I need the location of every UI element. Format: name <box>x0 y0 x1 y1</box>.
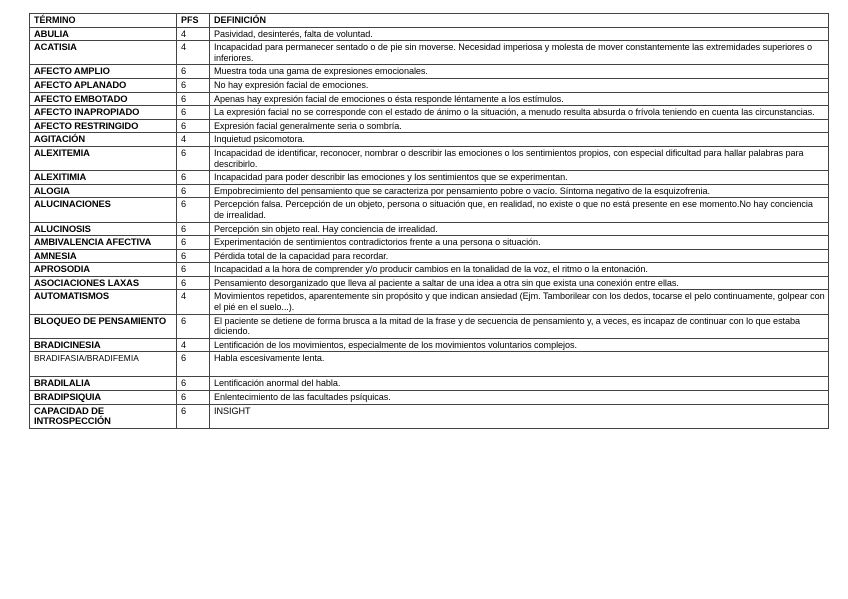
table-row <box>30 263 829 277</box>
cell-definition: INSIGHT <box>210 404 829 428</box>
table-header-row <box>30 14 829 28</box>
cell-term: CAPACIDAD DE INTROSPECCIÓN <box>30 404 177 428</box>
cell-definition: Experimentación de sentimientos contradictorios frente a una persona o situación. <box>210 236 829 250</box>
cell-pfs: 6 <box>177 404 210 428</box>
table-row <box>30 41 829 65</box>
table-row <box>30 338 829 352</box>
cell-definition: Percepción falsa. Percepción de un objeto, persona o situación que, en realidad, no existe o que no está presente en ese momento.No hay conciencia de irrealidad. <box>210 198 829 222</box>
header-definition: DEFINICIÓN <box>210 14 829 28</box>
table-row <box>30 171 829 185</box>
table-row <box>30 391 829 405</box>
cell-term: AMNESIA <box>30 249 177 263</box>
cell-pfs: 6 <box>177 146 210 170</box>
table-row <box>30 314 829 338</box>
cell-term: AFECTO EMBOTADO <box>30 92 177 106</box>
cell-definition: Pérdida total de la capacidad para recordar. <box>210 249 829 263</box>
cell-term: AUTOMATISMOS <box>30 290 177 314</box>
cell-definition: Percepción sin objeto real. Hay conciencia de irrealidad. <box>210 222 829 236</box>
cell-definition: Lentificación anormal del habla. <box>210 377 829 391</box>
cell-pfs: 6 <box>177 236 210 250</box>
cell-term: BRADIPSIQUIA <box>30 391 177 405</box>
cell-definition: Incapacidad a la hora de comprender y/o producir cambios en la tonalidad de la voz, el ritmo o la entonación. <box>210 263 829 277</box>
table-row <box>30 276 829 290</box>
cell-pfs: 6 <box>177 249 210 263</box>
table-row <box>30 27 829 41</box>
cell-pfs: 6 <box>177 377 210 391</box>
table-row <box>30 377 829 391</box>
cell-definition: Lentificación de los movimientos, especialmente de los movimientos voluntarios complejos. <box>210 338 829 352</box>
table-row <box>30 78 829 92</box>
cell-pfs: 6 <box>177 276 210 290</box>
cell-definition: No hay expresión facial de emociones. <box>210 78 829 92</box>
table-row <box>30 92 829 106</box>
table-row <box>30 133 829 147</box>
cell-term: ALOGIA <box>30 184 177 198</box>
table-row <box>30 222 829 236</box>
table-row <box>30 146 829 170</box>
table-row <box>30 184 829 198</box>
cell-pfs: 4 <box>177 338 210 352</box>
cell-definition: Inquietud psicomotora. <box>210 133 829 147</box>
cell-pfs: 6 <box>177 119 210 133</box>
cell-pfs: 6 <box>177 352 210 377</box>
cell-term: ALEXITEMIA <box>30 146 177 170</box>
table-row <box>30 198 829 222</box>
header-term: TÉRMINO <box>30 14 177 28</box>
cell-term: ALUCINOSIS <box>30 222 177 236</box>
table-row <box>30 236 829 250</box>
cell-definition: Movimientos repetidos, aparentemente sin propósito y que indican ansiedad (Ejm. Tamborilear con los dedos, tocarse el pelo continuamente, golpear con el pié en el suelo...). <box>210 290 829 314</box>
cell-definition: Apenas hay expresión facial de emociones o ésta responde léntamente a los estímulos. <box>210 92 829 106</box>
cell-pfs: 6 <box>177 391 210 405</box>
table-row <box>30 119 829 133</box>
cell-pfs: 6 <box>177 184 210 198</box>
cell-term: AGITACIÓN <box>30 133 177 147</box>
cell-pfs: 4 <box>177 27 210 41</box>
cell-term: BRADICINESIA <box>30 338 177 352</box>
cell-pfs: 6 <box>177 314 210 338</box>
table-body <box>30 27 829 428</box>
cell-definition: Incapacidad de identificar, reconocer, nombrar o describir las emociones o los sentimientos propios, con especial dificultad para hallar palabras para describirlo. <box>210 146 829 170</box>
table-row <box>30 65 829 79</box>
cell-definition: Incapacidad para permanecer sentado o de pie sin moverse. Necesidad imperiosa y molesta de mover constantemente las extremidades superiores o inferiores. <box>210 41 829 65</box>
cell-definition: La expresión facial no se corresponde con el estado de ánimo o la situación, a menudo resulta absurda o frívola teniendo en cuenta las circunstancias. <box>210 106 829 120</box>
cell-definition: Expresión facial generalmente seria o sombría. <box>210 119 829 133</box>
cell-term: ASOCIACIONES LAXAS <box>30 276 177 290</box>
table-row <box>30 249 829 263</box>
cell-term: AFECTO RESTRINGIDO <box>30 119 177 133</box>
cell-pfs: 4 <box>177 290 210 314</box>
cell-pfs: 6 <box>177 222 210 236</box>
cell-term: APROSODIA <box>30 263 177 277</box>
cell-term: ABULIA <box>30 27 177 41</box>
cell-pfs: 6 <box>177 65 210 79</box>
table-row <box>30 404 829 428</box>
cell-pfs: 4 <box>177 133 210 147</box>
cell-definition: Incapacidad para poder describir las emociones y los sentimientos que se experimentan. <box>210 171 829 185</box>
cell-term: BRADILALIA <box>30 377 177 391</box>
cell-term: BLOQUEO DE PENSAMIENTO <box>30 314 177 338</box>
cell-term: ALUCINACIONES <box>30 198 177 222</box>
cell-pfs: 4 <box>177 41 210 65</box>
glossary-table <box>29 13 829 429</box>
cell-definition: Muestra toda una gama de expresiones emocionales. <box>210 65 829 79</box>
cell-term: ACATISIA <box>30 41 177 65</box>
cell-term: AFECTO APLANADO <box>30 78 177 92</box>
cell-pfs: 6 <box>177 106 210 120</box>
table-row <box>30 352 829 377</box>
cell-term: AFECTO AMPLIO <box>30 65 177 79</box>
cell-pfs: 6 <box>177 263 210 277</box>
cell-pfs: 6 <box>177 78 210 92</box>
cell-definition: Empobrecimiento del pensamiento que se caracteriza por pensamiento pobre o vacío. Síntoma negativo de la esquizofrenia. <box>210 184 829 198</box>
cell-definition: Enlentecimiento de las facultades psíquicas. <box>210 391 829 405</box>
cell-definition: Pasividad, desinterés, falta de voluntad. <box>210 27 829 41</box>
header-pfs: PFS <box>177 14 210 28</box>
cell-definition: Habla escesivamente lenta. <box>210 352 829 377</box>
cell-term: BRADIFASIA/BRADIFEMIA <box>30 352 177 377</box>
cell-pfs: 6 <box>177 171 210 185</box>
cell-definition: Pensamiento desorganizado que lleva al paciente a saltar de una idea a otra sin que exista una conexión entre ellas. <box>210 276 829 290</box>
cell-definition: El paciente se detiene de forma brusca a la mitad de la frase y de secuencia de pensamiento y, a veces, es incapaz de continuar con lo que estaba diciendo. <box>210 314 829 338</box>
cell-pfs: 6 <box>177 92 210 106</box>
table-row <box>30 106 829 120</box>
table-row <box>30 290 829 314</box>
cell-pfs: 6 <box>177 198 210 222</box>
cell-term: ALEXITIMIA <box>30 171 177 185</box>
cell-term: AFECTO INAPROPIADO <box>30 106 177 120</box>
cell-term: AMBIVALENCIA AFECTIVA <box>30 236 177 250</box>
